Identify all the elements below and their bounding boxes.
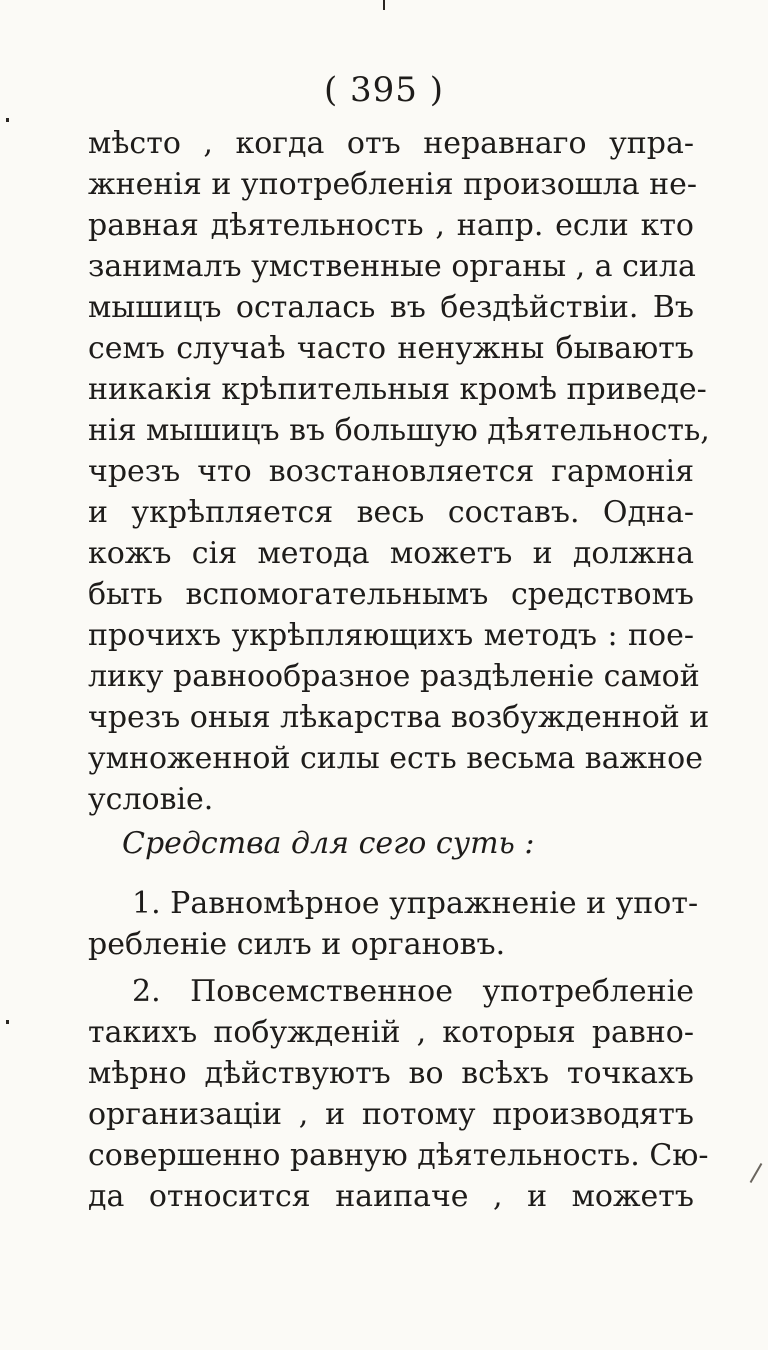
- print-mark: [6, 118, 9, 122]
- page-number: ( 395 ): [323, 70, 445, 110]
- text-line: никакiя крѣпительныя кромѣ приведе-: [88, 372, 707, 407]
- text-line: равная дѣятельность , напр. если кто: [88, 208, 694, 243]
- text-line: занималъ умственные органы , а сила: [88, 249, 696, 284]
- text-line: чрезъ оныя лѣкарства возбужденной и: [88, 700, 710, 735]
- text-line: да относится наипаче , и можетъ: [88, 1179, 694, 1214]
- text-line: организацiи , и потому производятъ: [88, 1097, 694, 1132]
- text-line: и укрѣпляется весь составъ. Одна-: [88, 495, 694, 530]
- print-mark: [383, 0, 385, 10]
- text-line: жненiя и употребленiя произошла не-: [88, 167, 698, 202]
- text-line: 1. Равномѣрное упражненiе и упот-: [132, 886, 699, 921]
- text-line: семъ случаѣ часто ненужны бываютъ: [88, 331, 694, 366]
- print-mark: [6, 1020, 9, 1024]
- section-heading: Средства для сего суть :: [122, 826, 535, 861]
- text-line: прочихъ укрѣпляющихъ методъ : пое-: [88, 618, 694, 653]
- text-line: мышицъ осталась въ бездѣйствiи. Въ: [88, 290, 694, 325]
- text-line: ребленiе силъ и органовъ.: [88, 927, 506, 962]
- text-line: совершенно равную дѣятельность. Сю-: [88, 1138, 709, 1173]
- text-line: нiя мышицъ въ большую дѣятельность,: [88, 413, 710, 448]
- text-line: чрезъ что возстановляется гармонiя: [88, 454, 694, 489]
- print-mark: [750, 1163, 763, 1183]
- text-line: мѣрно дѣйствуютъ во всѣхъ точкахъ: [88, 1056, 694, 1091]
- text-line: мѣсто , когда отъ неравнаго упра-: [88, 126, 694, 161]
- text-line: умноженной силы есть весьма важное: [88, 741, 703, 776]
- text-line: быть вспомогательнымъ средствомъ: [88, 577, 694, 612]
- text-line: кожъ сiя метода можетъ и должна: [88, 536, 694, 571]
- text-line: условiе.: [88, 782, 214, 817]
- text-line: лику равнообразное раздѣленiе самой: [88, 659, 700, 694]
- text-line: такихъ побужденiй , которыя равно-: [88, 1015, 694, 1050]
- text-line: 2. Повсемственное употребленiе: [132, 974, 694, 1009]
